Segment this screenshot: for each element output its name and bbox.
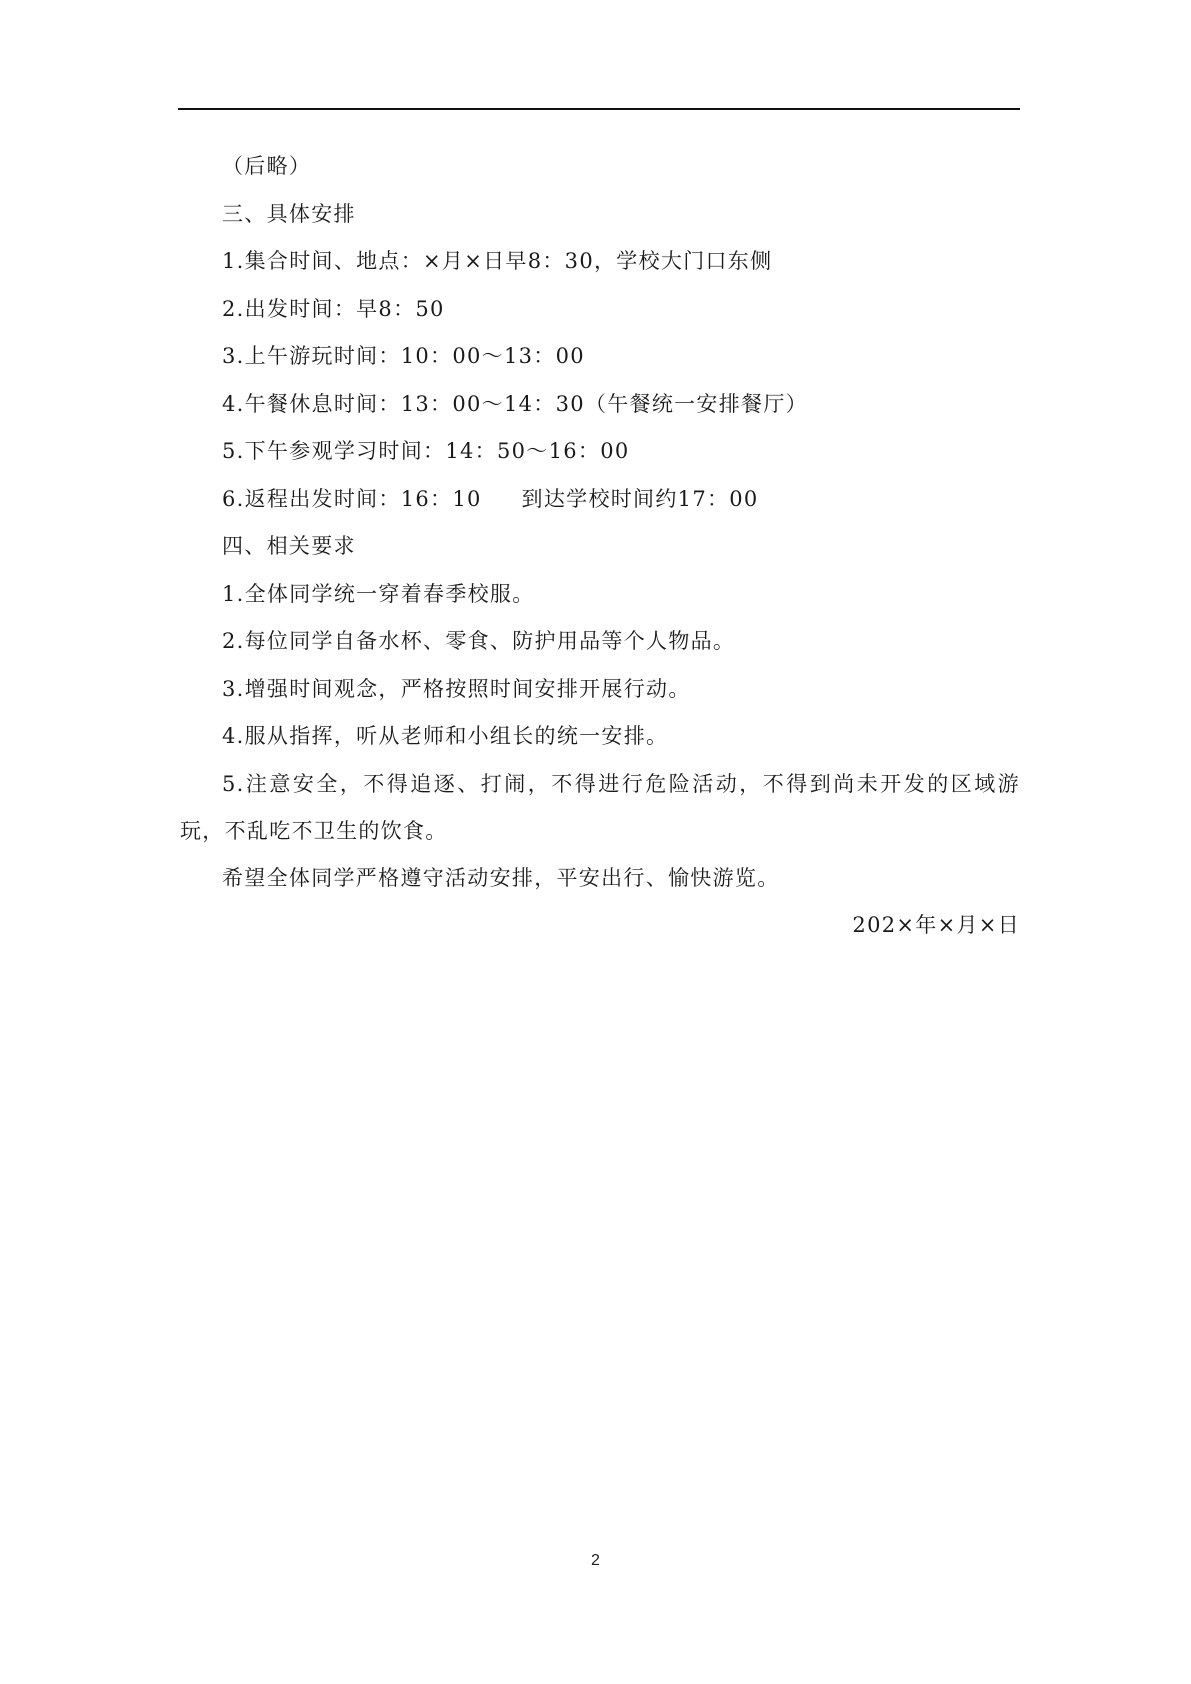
- arrangement-item: 5.下午参观学习时间：14：50～16：00: [222, 439, 630, 463]
- requirement-item: 4.服从指挥，听从老师和小组长的统一安排。: [222, 724, 669, 748]
- section-heading-requirements: 四、相关要求: [222, 534, 356, 558]
- section-heading-arrangements: 三、具体安排: [222, 201, 356, 226]
- requirement-item: 1.全体同学统一穿着春季校服。: [222, 581, 535, 606]
- page-number: 2: [591, 1552, 600, 1569]
- arrangement-item: 4.午餐休息时间：13：00～14：30（午餐统一安排餐厅）: [222, 391, 808, 416]
- requirement-item: 3.增强时间观念，严格按照时间安排开展行动。: [222, 676, 691, 701]
- document-date: 202×年×月×日: [852, 913, 1020, 937]
- arrangement-item: 3.上午游玩时间：10：00～13：00: [222, 344, 585, 368]
- requirement-item: 5.注意安全，不得追逐、打闹，不得进行危险活动，不得到尚未开发的区域游玩，不乱吃不卫生的饮食。: [180, 771, 1020, 843]
- omitted-note: （后略）: [222, 154, 312, 178]
- arrangement-item: 6.返程出发时间：16：10 到达学校时间约17：00: [222, 486, 759, 511]
- arrangement-item: 2.出发时间：早8：50: [222, 296, 445, 321]
- document-body: [180, 143, 1020, 950]
- arrangement-item: 1.集合时间、地点：×月×日早8：30，学校大门口东侧: [222, 249, 773, 273]
- closing-paragraph: 希望全体同学严格遵守活动安排，平安出行、愉快游览。: [222, 865, 780, 890]
- requirement-item: 2.每位同学自备水杯、零食、防护用品等个人物品。: [222, 629, 736, 653]
- header-rule: [178, 108, 1020, 110]
